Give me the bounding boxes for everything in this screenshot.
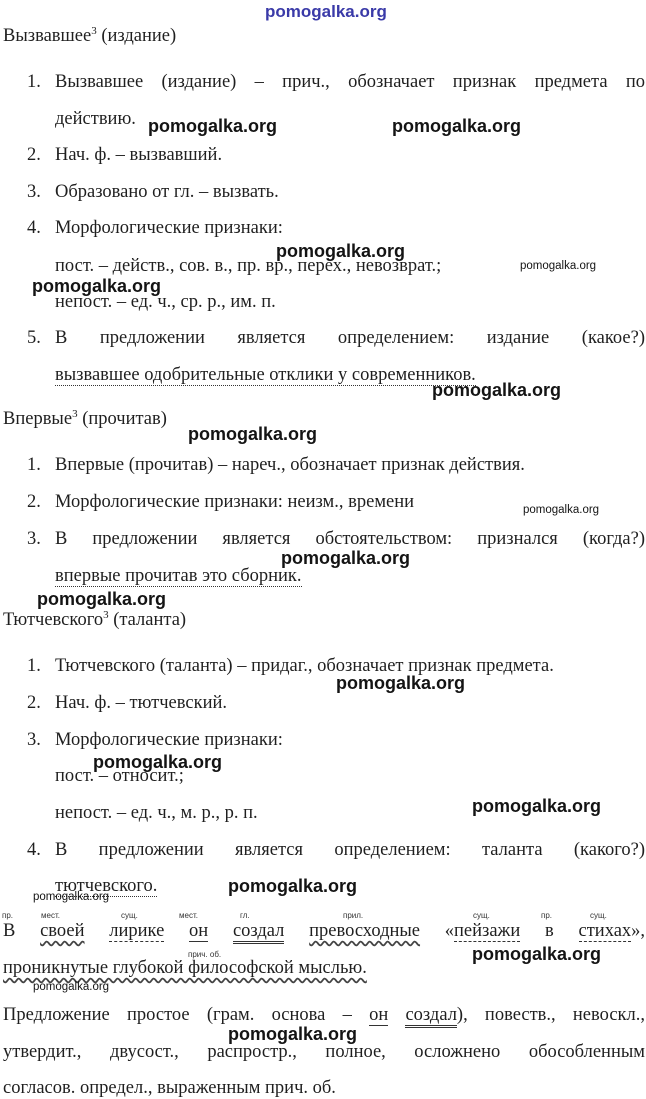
dotted-word: тютчевского. (55, 876, 158, 896)
list-item-text: Морфологические признаки: (55, 218, 283, 238)
dotted-phrase: вызвавшее одобрительные отклики у современников. (55, 365, 476, 385)
pos-tag: мест. (179, 911, 198, 920)
item-number: 3. (27, 730, 41, 750)
watermark: pomogalka.org (228, 876, 358, 896)
item-number: 2. (27, 145, 41, 165)
section3-heading (3, 610, 186, 631)
item-number: 3. (27, 529, 41, 549)
subject-word: он (369, 1005, 389, 1025)
analysis-line1: Предложение простое (грам. основа – он создал), повеств., невоскл., (3, 1005, 645, 1026)
pos-tag: пр. (541, 911, 553, 920)
sentence-line2 (3, 958, 367, 979)
list-item-text: Морфологические признаки: (55, 730, 283, 750)
pos-tag: гл. (240, 911, 250, 920)
list-item-text: Впервые (прочитав) – нареч., обозначает признак действия. (55, 455, 525, 475)
pos-tag: прич. об. (188, 950, 222, 959)
watermark-top: pomogalka.org (265, 2, 387, 21)
watermark: pomogalka.org (520, 260, 597, 272)
watermark: pomogalka.org (33, 981, 110, 993)
list-item-text: Морфологические признаки: неизм., времени (55, 492, 415, 512)
watermark: pomogalka.org (276, 241, 406, 261)
dotted-phrase: впервые прочитав это сборник. (55, 566, 302, 586)
watermark: pomogalka.org (472, 796, 602, 816)
watermark: pomogalka.org (148, 116, 278, 136)
list-item-subtext: непост. – ед. ч., ср. р., им. п. (55, 292, 276, 312)
word: превосходные (309, 921, 421, 941)
list-item-text (55, 566, 302, 587)
participial-phrase: проникнутые глубокой философской мыслью. (3, 958, 367, 978)
item-number: 3. (27, 182, 41, 202)
item-number: 1. (27, 455, 41, 475)
pos-tag: мест. (41, 911, 60, 920)
heading-sup: 3 (72, 407, 78, 420)
word: своей (40, 921, 85, 941)
list-item-text: Образовано от гл. – вызвать. (55, 182, 279, 202)
list-item-subtext: непост. – ед. ч., м. р., р. п. (55, 803, 258, 823)
predicate-word: создал (405, 1005, 456, 1028)
watermark: pomogalka.org (336, 673, 466, 693)
pos-tag: сущ. (590, 911, 607, 920)
list-item-text: Нач. ф. – тютчевский. (55, 693, 228, 713)
list-item-subtext: пост. – относит.; (55, 766, 184, 786)
list-item-text: Нач. ф. – вызвавший. (55, 145, 223, 165)
analysis-line2: утвердит., двусост., распростр., полное, осложнено обособленным (3, 1042, 645, 1062)
pos-tag: пр. (2, 911, 14, 920)
watermark: pomogalka.org (432, 380, 562, 400)
analysis-line3: согласов. определ., выраженным прич. об. (3, 1078, 336, 1098)
watermark: pomogalka.org (93, 752, 223, 772)
pos-tag: сущ. (121, 911, 138, 920)
predicate-word: создал (233, 921, 284, 944)
watermark: pomogalka.org (392, 116, 522, 136)
heading-rest: (издание) (96, 26, 177, 46)
heading-sup: 3 (103, 608, 109, 621)
list-item-text: действию. (55, 109, 136, 129)
heading-rest: (таланта) (108, 610, 187, 630)
word: лирике (109, 921, 165, 941)
list-item-text: В предложении является определением: таланта (какого?) (55, 840, 645, 860)
watermark: pomogalka.org (188, 424, 318, 444)
list-item-text: В предложении является обстоятельством: признался (когда?) (55, 529, 645, 549)
item-number: 4. (27, 218, 41, 238)
watermark: pomogalka.org (472, 944, 602, 964)
heading-rest: (прочитав) (77, 409, 167, 429)
section1-heading (3, 26, 176, 47)
list-item-subtext: пост. – действ., сов. в., пр. вр., перех., невозврат.; (55, 256, 442, 276)
watermark: pomogalka.org (281, 548, 411, 568)
item-number: 5. (27, 328, 41, 348)
item-number: 2. (27, 693, 41, 713)
list-item-text: В предложении является определением: издание (какое?) (55, 328, 645, 348)
watermark: pomogalka.org (228, 1024, 358, 1044)
item-number: 1. (27, 656, 41, 676)
watermark: pomogalka.org (32, 276, 162, 296)
watermark: pomogalka.org (33, 891, 110, 903)
item-number: 1. (27, 72, 41, 92)
item-number: 2. (27, 492, 41, 512)
watermark: pomogalka.org (523, 504, 600, 516)
list-item-text (55, 365, 476, 386)
sentence-line1 (3, 921, 645, 942)
item-number: 4. (27, 840, 41, 860)
heading-word: Вызвавшее (3, 26, 92, 46)
section2-heading (3, 409, 167, 430)
pos-tag: прил. (343, 911, 364, 920)
quote-phrase: «пейзажи в стихах», (444, 921, 646, 941)
watermark: pomogalka.org (37, 589, 167, 609)
list-item-text: Тютчевского (таланта) – придаг., обозначает признак предмета. (55, 656, 554, 676)
heading-word: Впервые (3, 409, 73, 429)
subject-word: он (189, 921, 209, 941)
heading-sup: 3 (91, 24, 97, 37)
word: В (3, 921, 16, 941)
list-item-text: Вызвавшее (издание) – прич., обозначает признак предмета по (55, 72, 645, 92)
pos-tag: сущ. (473, 911, 490, 920)
heading-word: Тютчевского (3, 610, 104, 630)
